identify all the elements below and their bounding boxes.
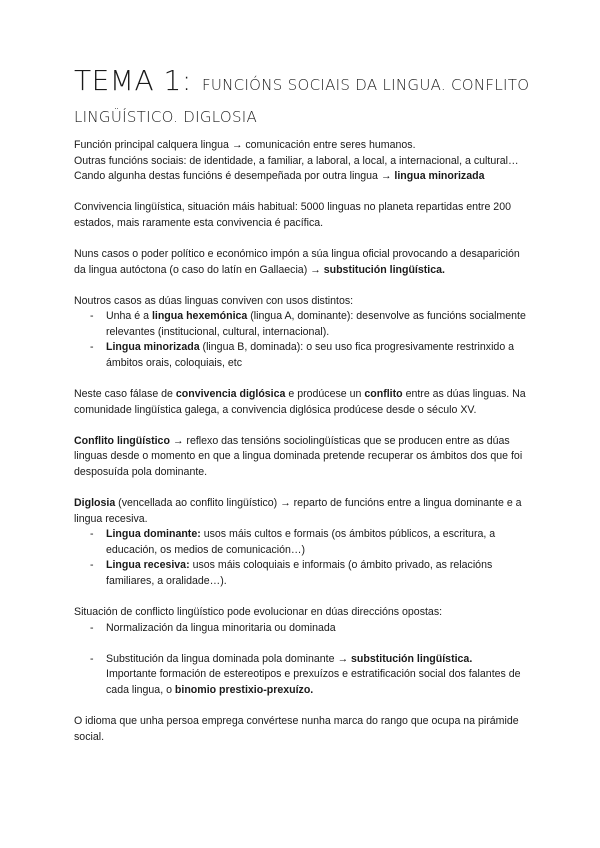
- bold-term: Lingua dominante:: [106, 528, 201, 541]
- paragraph-functions: [74, 138, 534, 185]
- paragraph-usos-distintos: [74, 294, 534, 372]
- document-body: [74, 138, 534, 761]
- title-subtitle: FUNCIÓNS SOCIAIS DA LINGUA. CONFLITO LINGÜÍSTICO. DIGLOSIA: [74, 76, 530, 126]
- paragraph-piramide: [74, 714, 534, 745]
- bold-term: Conflito lingüístico: [74, 434, 170, 447]
- list-item: [74, 527, 534, 558]
- paragraph-diglosica: [74, 387, 534, 418]
- paragraph-convivencia: [74, 200, 534, 231]
- bold-term: binomio prestixio-prexuízo.: [174, 684, 314, 697]
- bold-term: lingua hexemónica: [151, 310, 248, 323]
- bullet-list: [74, 309, 534, 371]
- paragraph-evolucion: [74, 605, 534, 698]
- list-item: [74, 558, 534, 589]
- text-span: (lingua A, dominante): desenvolve as funcións socialmente relevantes (institucional, cultural, internacional).: [106, 310, 526, 338]
- bold-term: convivencia diglósica: [175, 388, 286, 401]
- list-item: [74, 309, 534, 340]
- text-line: [74, 496, 534, 527]
- paragraph-substitucion: [74, 247, 534, 278]
- text-span: Neste caso fálase de: [74, 388, 173, 401]
- bold-term: substitución lingüística.: [323, 263, 445, 276]
- list-item: [74, 652, 534, 668]
- text-line: Noutros casos as dúas linguas conviven con usos distintos:: [74, 294, 354, 307]
- list-item: [74, 621, 534, 637]
- text-span: → reflexo das tensións sociolingüísticas que se producen entre as dúas linguas desde o momento en que a lingua dominada pretende recuperar os ámbitos dos que foi desposuída pola dominante.: [74, 434, 523, 478]
- paragraph-conflito: [74, 434, 534, 481]
- text-span: (vencellada ao conflito lingüístico) → reparto de funcións entre a lingua dominante e a lingua recesiva.: [74, 497, 522, 525]
- paragraph-diglosia: [74, 496, 534, 590]
- text-span: Unha é a: [106, 310, 149, 323]
- text-span: entre as dúas linguas. Na comunidade lingüística galega, a convivencia diglósica prodúcese desde o século XV.: [74, 388, 526, 416]
- bold-term: substitución lingüística.: [351, 652, 473, 665]
- text-span: Normalización da lingua minoritaria ou dominada: [106, 621, 336, 634]
- text-span: (lingua B, dominada): o seu uso fica progresivamente restrinxido a ámbitos orais, coloquiais, etc: [106, 341, 515, 370]
- page-title: [74, 66, 544, 130]
- text-span: usos máis coloquiais e informais (o ámbito privado, as relacións familiares, a oralidade…).: [106, 559, 493, 588]
- bold-term: conflito: [364, 388, 403, 401]
- text-span: usos máis cultos e formais (os ámbitos públicos, a escritura, a educación, os medios de comunicación…): [106, 528, 496, 556]
- text-span: Substitución da lingua dominada pola dominante →: [106, 652, 349, 665]
- bold-term: Lingua recesiva:: [106, 559, 190, 572]
- text-line: Situación de conflicto lingüístico pode evolucionar en dúas direccións opostas:: [74, 606, 443, 619]
- list-item: [74, 340, 534, 371]
- title-main: TEMA 1:: [74, 64, 192, 97]
- list-continuation: [74, 667, 534, 698]
- bullet-list: [74, 527, 534, 589]
- bold-term: Lingua minorizada: [106, 341, 200, 354]
- bold-term: lingua minorizada: [394, 170, 485, 183]
- bold-term: Diglosia: [74, 497, 116, 510]
- text-span: e prodúcese un: [288, 388, 362, 401]
- text-span: Importante formación de estereotipos e prexuízos e estratificación social dos falantes de cada lingua, o: [106, 668, 521, 697]
- text-line: Outras funcións sociais: de identidade, a familiar, a laboral, a local, a internacional, a cultural… Cando algunha destas funcións é desempeñada por outra lingua →: [74, 154, 519, 183]
- text-span: O idioma que unha persoa emprega convértese nunha marca do rango que ocupa na pirámide social.: [74, 715, 519, 743]
- bullet-list: [74, 621, 534, 668]
- text-line: Nuns casos o poder político e económico impón a súa lingua oficial provocando a desaparición da lingua autóctona (o caso do latín en Gallaecia) →: [74, 247, 520, 276]
- text-line: Convivencia lingüística, situación máis habitual: 5000 linguas no planeta repartidas entre 200 estados, mais raramente esta convivencia é pacífica.: [74, 201, 511, 229]
- text-line: Función principal calquera lingua → comunicación entre seres humanos.: [74, 139, 416, 151]
